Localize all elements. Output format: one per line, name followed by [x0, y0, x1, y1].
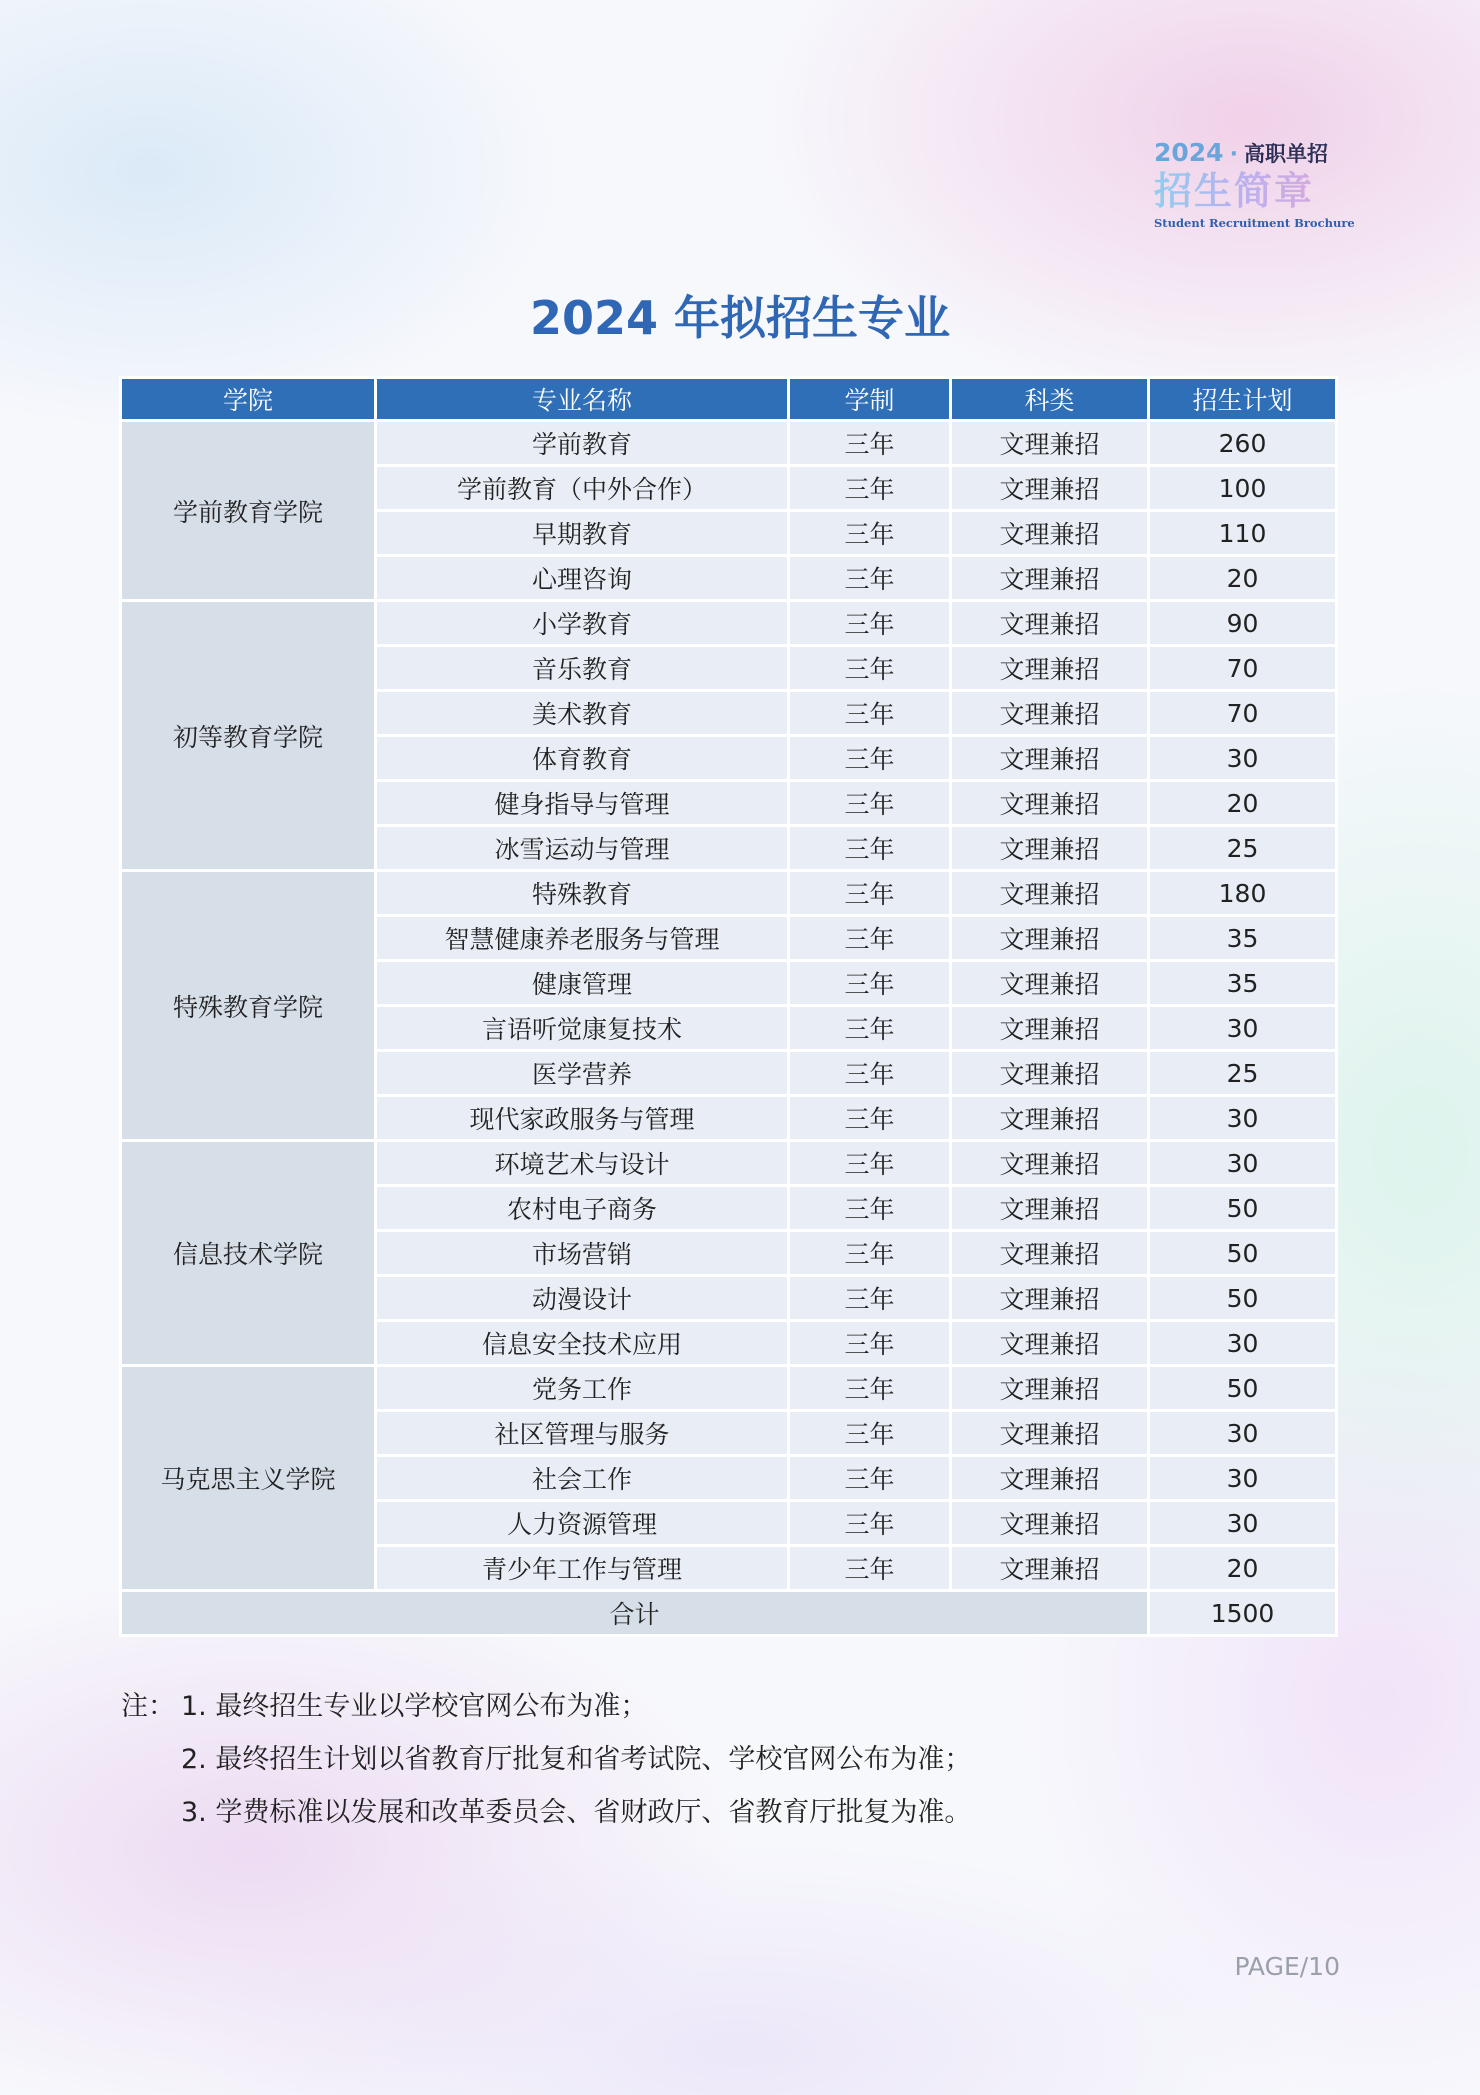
- duration-cell: 三年: [789, 781, 951, 826]
- duration-cell: 三年: [789, 646, 951, 691]
- plan-cell: 70: [1149, 691, 1337, 736]
- duration-cell: 三年: [789, 421, 951, 466]
- duration-cell: 三年: [789, 1231, 951, 1276]
- major-cell: 社区管理与服务: [376, 1411, 789, 1456]
- major-cell: 人力资源管理: [376, 1501, 789, 1546]
- major-cell: 社会工作: [376, 1456, 789, 1501]
- plan-cell: 25: [1149, 826, 1337, 871]
- category-cell: 文理兼招: [951, 736, 1149, 781]
- category-cell: 文理兼招: [951, 1321, 1149, 1366]
- duration-cell: 三年: [789, 466, 951, 511]
- category-cell: 文理兼招: [951, 421, 1149, 466]
- plan-cell: 100: [1149, 466, 1337, 511]
- header-college: 学院: [121, 378, 376, 421]
- notes-prefix: 注：: [121, 1691, 175, 1722]
- major-cell: 学前教育: [376, 421, 789, 466]
- table-row: [121, 871, 1337, 916]
- plan-cell: 30: [1149, 1501, 1337, 1546]
- category-cell: 文理兼招: [951, 1006, 1149, 1051]
- table-row: [121, 421, 1337, 466]
- plan-cell: 50: [1149, 1186, 1337, 1231]
- notes-section: [121, 1680, 971, 1839]
- plan-cell: 110: [1149, 511, 1337, 556]
- duration-cell: 三年: [789, 601, 951, 646]
- duration-cell: 三年: [789, 1501, 951, 1546]
- major-cell: 医学营养: [376, 1051, 789, 1096]
- total-value: 1500: [1149, 1591, 1337, 1636]
- major-cell: 小学教育: [376, 601, 789, 646]
- major-cell: 智慧健康养老服务与管理: [376, 916, 789, 961]
- major-cell: 现代家政服务与管理: [376, 1096, 789, 1141]
- plan-cell: 50: [1149, 1276, 1337, 1321]
- header-duration: 学制: [789, 378, 951, 421]
- duration-cell: 三年: [789, 736, 951, 781]
- duration-cell: 三年: [789, 1096, 951, 1141]
- page-title: 2024 年拟招生专业: [529, 291, 951, 345]
- category-cell: 文理兼招: [951, 1231, 1149, 1276]
- plan-cell: 25: [1149, 1051, 1337, 1096]
- category-cell: 文理兼招: [951, 961, 1149, 1006]
- category-cell: 文理兼招: [951, 781, 1149, 826]
- duration-cell: 三年: [789, 1546, 951, 1591]
- category-cell: 文理兼招: [951, 1456, 1149, 1501]
- duration-cell: 三年: [789, 961, 951, 1006]
- logo-dot: ·: [1229, 142, 1238, 167]
- category-cell: 文理兼招: [951, 916, 1149, 961]
- note-item: [121, 1733, 971, 1786]
- category-cell: 文理兼招: [951, 466, 1149, 511]
- table-header-row: [121, 378, 1337, 421]
- note-item: [121, 1680, 971, 1733]
- plan-cell: 30: [1149, 1411, 1337, 1456]
- duration-cell: 三年: [789, 916, 951, 961]
- total-row: [121, 1591, 1337, 1636]
- category-cell: 文理兼招: [951, 1411, 1149, 1456]
- major-cell: 环境艺术与设计: [376, 1141, 789, 1186]
- college-cell: 初等教育学院: [121, 601, 376, 871]
- major-cell: 美术教育: [376, 691, 789, 736]
- plan-cell: 90: [1149, 601, 1337, 646]
- duration-cell: 三年: [789, 1411, 951, 1456]
- major-cell: 农村电子商务: [376, 1186, 789, 1231]
- logo-english-caption: Student Recruitment Brochure: [1154, 216, 1355, 230]
- duration-cell: 三年: [789, 826, 951, 871]
- duration-cell: 三年: [789, 556, 951, 601]
- major-cell: 音乐教育: [376, 646, 789, 691]
- major-cell: 心理咨询: [376, 556, 789, 601]
- duration-cell: 三年: [789, 1051, 951, 1096]
- duration-cell: 三年: [789, 1321, 951, 1366]
- category-cell: 文理兼招: [951, 871, 1149, 916]
- major-cell: 学前教育（中外合作）: [376, 466, 789, 511]
- category-cell: 文理兼招: [951, 1366, 1149, 1411]
- major-cell: 健身指导与管理: [376, 781, 789, 826]
- logo-top-line: [1154, 138, 1344, 168]
- header-category: 科类: [951, 378, 1149, 421]
- duration-cell: 三年: [789, 871, 951, 916]
- plan-cell: 20: [1149, 556, 1337, 601]
- duration-cell: 三年: [789, 511, 951, 556]
- major-cell: 早期教育: [376, 511, 789, 556]
- category-cell: 文理兼招: [951, 1186, 1149, 1231]
- header-major: 专业名称: [376, 378, 789, 421]
- duration-cell: 三年: [789, 1456, 951, 1501]
- note-text: 3. 学费标准以发展和改革委员会、省财政厅、省教育厅批复为准。: [181, 1797, 972, 1828]
- page-number: PAGE/10: [1234, 1952, 1340, 1981]
- duration-cell: 三年: [789, 1141, 951, 1186]
- plan-cell: 30: [1149, 1096, 1337, 1141]
- plan-cell: 20: [1149, 1546, 1337, 1591]
- category-cell: 文理兼招: [951, 1276, 1149, 1321]
- table-body: [121, 421, 1337, 1591]
- plan-cell: 180: [1149, 871, 1337, 916]
- header-plan: 招生计划: [1149, 378, 1337, 421]
- table-row: [121, 1366, 1337, 1411]
- enrollment-plan-table: [119, 376, 1338, 1637]
- note-text: 2. 最终招生计划以省教育厅批复和省考试院、学校官网公布为准；: [181, 1744, 972, 1775]
- duration-cell: 三年: [789, 691, 951, 736]
- major-cell: 健康管理: [376, 961, 789, 1006]
- plan-cell: 70: [1149, 646, 1337, 691]
- major-cell: 动漫设计: [376, 1276, 789, 1321]
- college-cell: 信息技术学院: [121, 1141, 376, 1366]
- plan-cell: 260: [1149, 421, 1337, 466]
- college-cell: 特殊教育学院: [121, 871, 376, 1141]
- category-cell: 文理兼招: [951, 1096, 1149, 1141]
- note-text: 1. 最终招生专业以学校官网公布为准；: [181, 1691, 648, 1722]
- category-cell: 文理兼招: [951, 601, 1149, 646]
- category-cell: 文理兼招: [951, 511, 1149, 556]
- major-cell: 冰雪运动与管理: [376, 826, 789, 871]
- category-cell: 文理兼招: [951, 646, 1149, 691]
- category-cell: 文理兼招: [951, 691, 1149, 736]
- plan-cell: 50: [1149, 1231, 1337, 1276]
- brochure-logo: [1154, 138, 1355, 230]
- table-row: [121, 601, 1337, 646]
- category-cell: 文理兼招: [951, 1501, 1149, 1546]
- major-cell: 青少年工作与管理: [376, 1546, 789, 1591]
- plan-cell: 30: [1149, 1141, 1337, 1186]
- plan-cell: 30: [1149, 1006, 1337, 1051]
- major-cell: 党务工作: [376, 1366, 789, 1411]
- plan-cell: 20: [1149, 781, 1337, 826]
- major-cell: 信息安全技术应用: [376, 1321, 789, 1366]
- plan-cell: 35: [1149, 916, 1337, 961]
- logo-title: 招生简章: [1154, 168, 1344, 214]
- plan-cell: 30: [1149, 736, 1337, 781]
- category-cell: 文理兼招: [951, 556, 1149, 601]
- plan-cell: 50: [1149, 1366, 1337, 1411]
- plan-cell: 30: [1149, 1456, 1337, 1501]
- category-cell: 文理兼招: [951, 1051, 1149, 1096]
- plan-cell: 35: [1149, 961, 1337, 1006]
- logo-subtitle: 高职单招: [1243, 142, 1328, 166]
- category-cell: 文理兼招: [951, 1141, 1149, 1186]
- category-cell: 文理兼招: [951, 826, 1149, 871]
- category-cell: 文理兼招: [951, 1546, 1149, 1591]
- major-cell: 市场营销: [376, 1231, 789, 1276]
- note-item: [121, 1786, 971, 1839]
- duration-cell: 三年: [789, 1006, 951, 1051]
- major-cell: 特殊教育: [376, 871, 789, 916]
- major-cell: 体育教育: [376, 736, 789, 781]
- table-row: [121, 1141, 1337, 1186]
- duration-cell: 三年: [789, 1366, 951, 1411]
- college-cell: 马克思主义学院: [121, 1366, 376, 1591]
- duration-cell: 三年: [789, 1276, 951, 1321]
- plan-cell: 30: [1149, 1321, 1337, 1366]
- duration-cell: 三年: [789, 1186, 951, 1231]
- logo-year: 2024: [1154, 138, 1224, 167]
- college-cell: 学前教育学院: [121, 421, 376, 601]
- total-label: 合计: [121, 1591, 1149, 1636]
- major-cell: 言语听觉康复技术: [376, 1006, 789, 1051]
